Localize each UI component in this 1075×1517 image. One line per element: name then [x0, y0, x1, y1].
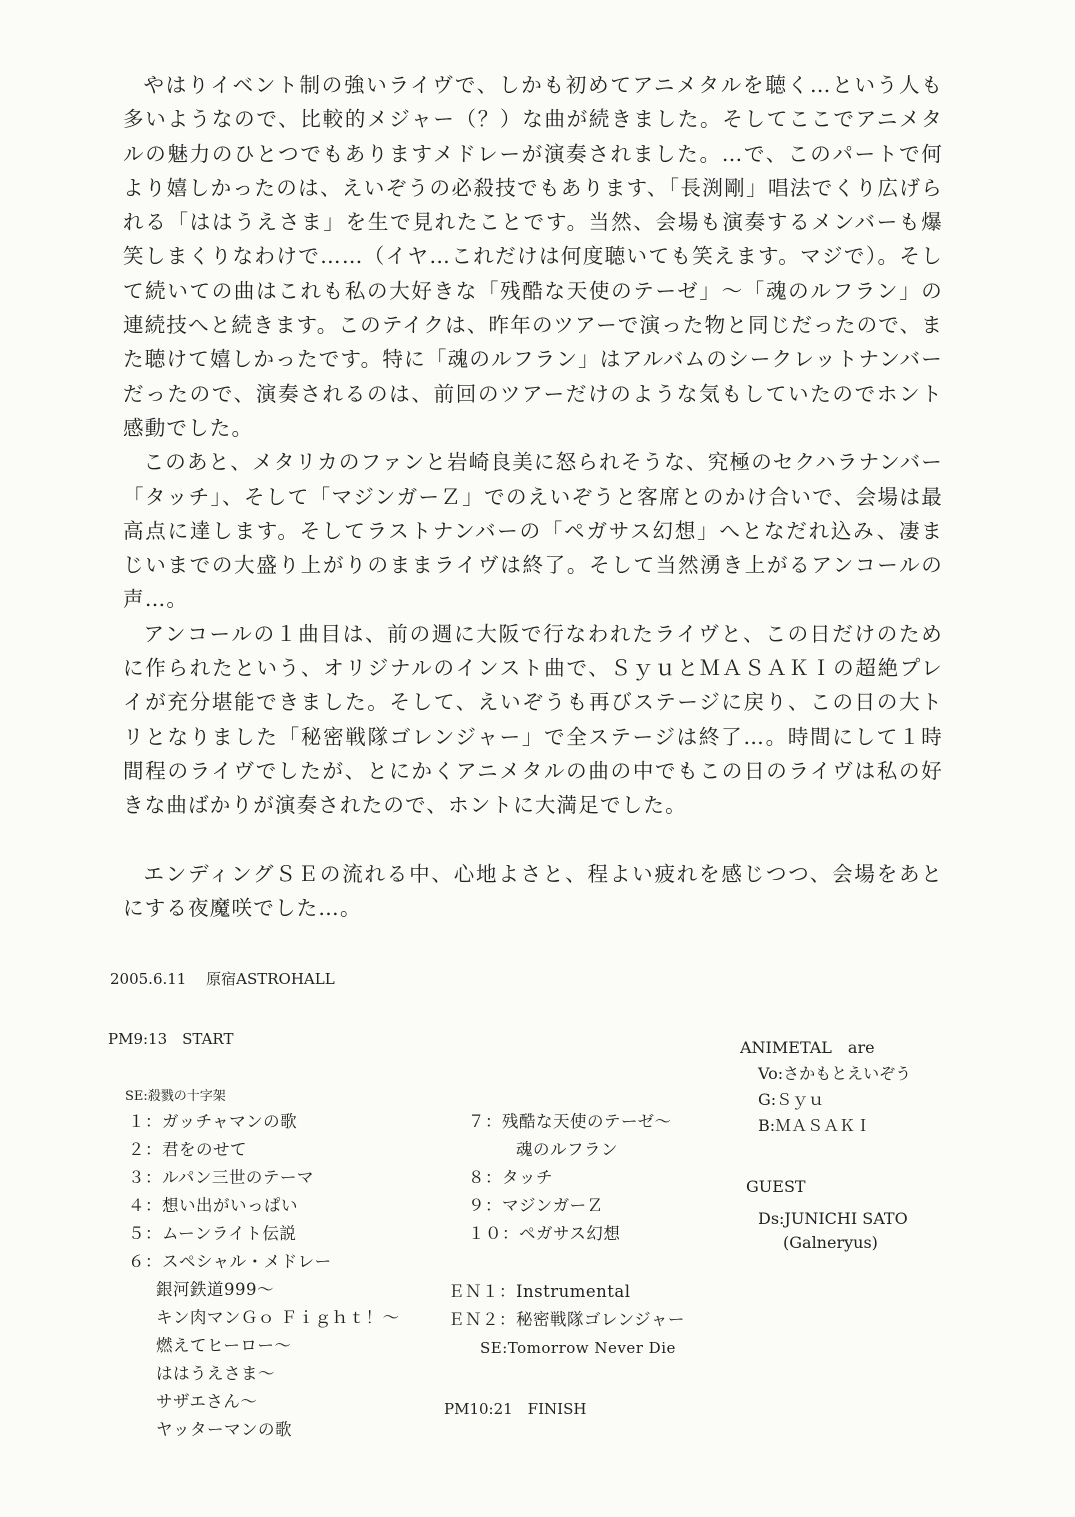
setlist-track: ５：ムーンライト伝説 — [128, 1224, 297, 1243]
encore-track: ＥＮ１：Instrumental — [448, 1282, 631, 1301]
guest-title: GUEST — [746, 1177, 806, 1196]
member-vocals: Vo:さかもとえいぞう — [758, 1064, 912, 1083]
setlist-track: １０：ペガサス幻想 — [468, 1224, 621, 1243]
setlist-track: １：ガッチャマンの歌 — [128, 1112, 298, 1131]
opening-se: SE:殺戮の十字架 — [125, 1089, 226, 1104]
member-guitar: G:Ｓｙｕ — [758, 1090, 825, 1109]
finish-time: PM10:21 FINISH — [444, 1400, 587, 1418]
medley-track: ははうえさま～ — [156, 1364, 275, 1383]
setlist-track: ８：タッチ — [468, 1168, 553, 1187]
members-title: ANIMETAL are — [740, 1038, 875, 1057]
medley-track: ヤッターマンの歌 — [156, 1420, 292, 1439]
setlist-track: ９：マジンガーＺ — [468, 1196, 604, 1215]
paragraph: アンコールの１曲目は、前の週に大阪で行なわれたライヴと、この日だけのために作られたという、オリジナルのインスト曲で、ＳｙｕとＭＡＳＡＫＩの超絶プレイが充分堪能できました。そして、えいぞうも再びステージに戻り、この日の大トリとなりました「秘密戦隊ゴレンジャー」で全ステージは終了…。時間にして１時間程のライヴでしたが、とにかくアニメタルの曲の中でもこの日のライヴは私の好きな曲ばかりが演奏されたので、ホントに大満足でした。 — [123, 621, 943, 818]
closing-se: SE:Tomorrow Never Die — [480, 1339, 676, 1357]
medley-track: 燃えてヒーロー～ — [156, 1336, 292, 1355]
setlist-track: ２：君をのせて — [128, 1140, 247, 1159]
setlist-track: ３：ルパン三世のテーマ — [128, 1168, 314, 1187]
setlist-track-continued: 魂のルフラン — [516, 1140, 618, 1159]
medley-track: 銀河鉄道999～ — [156, 1280, 274, 1299]
guest-band: (Galneryus) — [783, 1233, 878, 1252]
guest-drums: Ds:JUNICHI SATO — [758, 1209, 908, 1228]
paragraph: エンディングＳＥの流れる中、心地よさと、程よい疲れを感じつつ、会場をあとにする夜魔咲でした…。 — [123, 861, 943, 920]
encore-list — [448, 1278, 685, 1362]
date-venue: 2005.6.11 原宿ASTROHALL — [110, 970, 335, 988]
medley-track: キン肉マンＧｏ Ｆｉｇｈｔ！～ — [156, 1308, 400, 1327]
member-bass: B:ＭＡＳＡＫＩ — [758, 1116, 872, 1135]
paragraph: このあと、メタリカのファンと岩崎良美に怒られそうな、究極のセクハラナンバー「タッチ」、そして「マジンガーＺ」でのえいぞうと客席とのかけ合いで、会場は最高点に達します。そしてラストナンバーの「ペガサス幻想」へとなだれ込み、凄まじいまでの大盛り上がりのままライヴは終了。そして当然湧き上がるアンコールの声…。 — [123, 450, 943, 612]
encore-track: ＥＮ２：秘密戦隊ゴレンジャー — [448, 1310, 685, 1329]
setlist-track: ４：想い出がいっぱい — [128, 1196, 298, 1215]
setlist-column-2 — [468, 1108, 672, 1248]
setlist-track: ７：残酷な天使のテーゼ～ — [468, 1112, 672, 1131]
setlist-track: ６：スペシャル・メドレー — [128, 1252, 332, 1271]
setlist-column-1 — [128, 1108, 400, 1444]
guest-members — [746, 1175, 908, 1255]
paragraph: やはりイベント制の強いライヴで、しかも初めてアニメタルを聴く…という人も多いようなので、比較的メジャー（？）な曲が続きました。そしてここでアニメタルの魅力のひとつでもありますメドレーが演奏されました。…で、このパートで何より嬉しかったのは、えいぞうの必殺技でもあります、「長渕剛」唱法でくり広げられる「ははうえさま」を生で見れたことです。当然、会場も演奏するメンバーも爆笑しまくりなわけで……（イヤ…これだけは何度聴いても笑えます。マジで）。そして続いての曲はこれも私の大好きな「残酷な天使のテーゼ」～「魂のルフラン」の連続技へと続きます。このテイクは、昨年のツアーで演った物と同じだったので、また聴けて嬉しかったです。特に「魂のルフラン」はアルバムのシークレットナンバーだったので、演奏されるのは、前回のツアーだけのような気もしていたのでホント感動でした。 — [123, 73, 943, 440]
start-time: PM9:13 START — [108, 1030, 234, 1048]
band-members — [740, 1035, 911, 1139]
article-body — [123, 68, 943, 925]
medley-track: サザエさん～ — [156, 1392, 258, 1411]
